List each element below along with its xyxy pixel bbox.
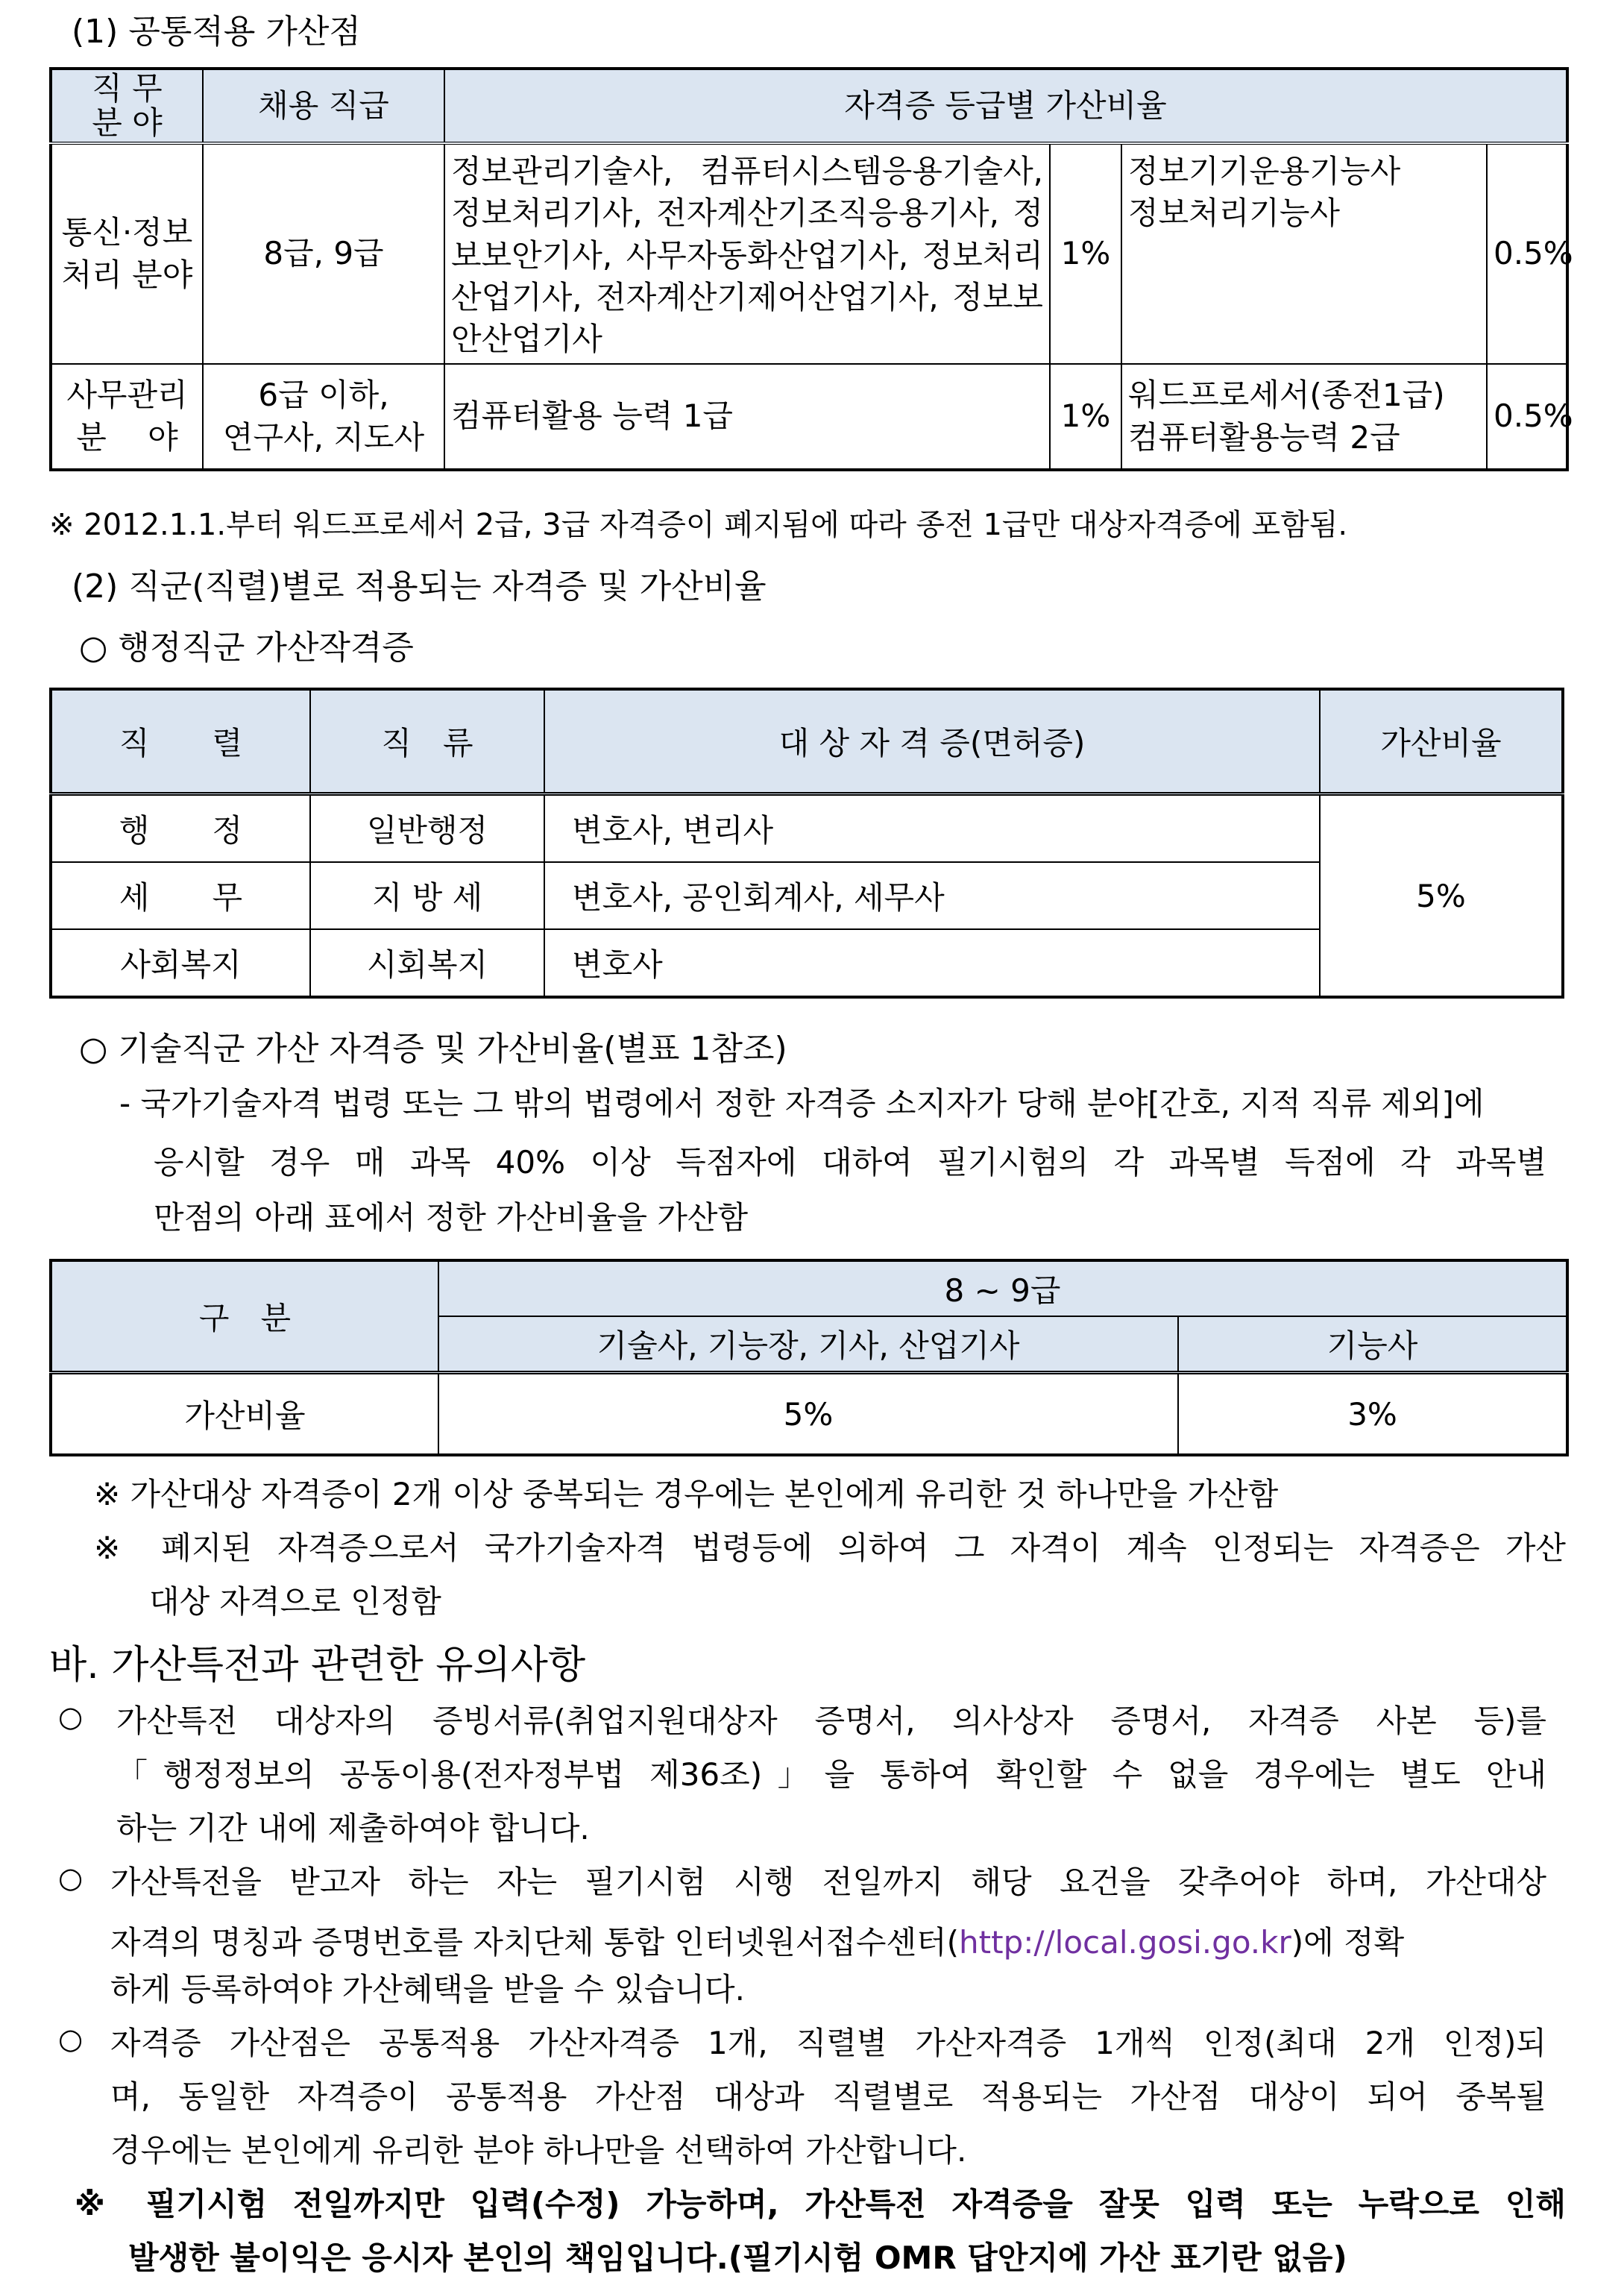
gosi-link[interactable]: http://local.gosi.go.kr xyxy=(959,1924,1291,1961)
notice-line: 경우에는 본인에게 유리한 분야 하나만을 선택하여 가산합니다. xyxy=(110,2132,967,2169)
section-title-common: (1) 공통적용 가산점 xyxy=(72,13,361,51)
notice-line xyxy=(110,1916,1404,1970)
section-title-notice: 바. 가산특전과 관련한 유의사항 xyxy=(49,1643,586,1688)
value-col-1: 5% xyxy=(438,1373,1178,1456)
value-col-2: 3% xyxy=(1178,1373,1567,1456)
warning-line: ※ 필기시험 전일까지만 입력(수정) 가능하며, 가산특전 자격증을 잘못 입력 또는 누락으로 인해 xyxy=(75,2186,1566,2222)
tech-title: ○ 기술직군 가산 자격증 및 가산비율(별표 1참조) xyxy=(79,1030,787,1068)
admin-rate: 5% xyxy=(1320,794,1563,998)
notice-line: 가산특전 대상자의 증빙서류(취업지원대상자 증명서, 의사상자 증명서, 자격증 사본 등)를 xyxy=(116,1703,1546,1739)
notice-line: 자격증 가산점은 공통적용 가산자격증 1개, 직렬별 가산자격증 1개씩 인정(최대 2개 인정)되 xyxy=(110,2025,1546,2061)
row-cert: 변호사 xyxy=(544,929,1320,997)
admin-title: ○ 행정직군 가산작격증 xyxy=(79,629,414,667)
header-rate: 가산비율 xyxy=(1320,689,1563,794)
row-kind: 일반행정 xyxy=(310,794,544,863)
header-field: 직 무 분 야 xyxy=(51,69,203,143)
header-group: 8 ~ 9급 xyxy=(438,1260,1567,1316)
row-cert: 변호사, 변리사 xyxy=(544,794,1320,863)
header-series: 직 렬 xyxy=(51,689,310,794)
header-col-2: 기능사 xyxy=(1178,1316,1567,1373)
row-label: 가산비율 xyxy=(51,1373,438,1456)
row-cert: 변호사, 공인회계사, 세무사 xyxy=(544,862,1320,929)
header-rate: 자격증 등급별 가산비율 xyxy=(444,69,1567,143)
bullet-icon: ○ xyxy=(58,2022,84,2055)
row-series: 세 무 xyxy=(51,862,310,929)
row-kind: 지 방 세 xyxy=(310,862,544,929)
tech-note: ※ 가산대상 자격증이 2개 이상 중복되는 경우에는 본인에게 유리한 것 하나만을 가산함 xyxy=(94,1476,1279,1512)
tech-note: ※ 폐지된 자격증으로서 국가기술자격 법령등에 의하여 그 자격이 계속 인정되는 자격증은 가산 xyxy=(94,1530,1566,1566)
notice-line: 하게 등록하여야 가산혜택을 받을 수 있습니다. xyxy=(110,1971,745,2008)
notice-line: 가산특전을 받고자 하는 자는 필기시험 시행 전일까지 해당 요건을 갖추어야 하며, 가산대상 xyxy=(110,1864,1546,1900)
row-rate-1: 1% xyxy=(1050,143,1121,364)
row-cert-1: 컴퓨터활용 능력 1급 xyxy=(444,364,1050,470)
row-cert-2: 워드프로세서(종전1급) 컴퓨터활용능력 2급 xyxy=(1121,364,1487,470)
row-field: 통신·정보 처리 분야 xyxy=(51,143,203,364)
section-title-series: (2) 직군(직렬)별로 적용되는 자격증 및 가산비율 xyxy=(72,568,767,606)
row-cert-1: 정보관리기술사, 컴퓨터시스템응용기술사, 정보처리기사, 전자계산기조직응용기사, 정보보안기사, 사무자동화산업기사, 정보처리산업기사, 전자계산기제어산업기사, 정보보안산업기사 xyxy=(444,143,1050,364)
notice-line: 「행정정보의 공동이용(전자정부법 제36조)」을 통하여 확인할 수 없을 경우에는 별도 안내 xyxy=(116,1756,1546,1793)
header-cert: 대 상 자 격 증(면허증) xyxy=(544,689,1320,794)
header-grade: 채용 직급 xyxy=(203,69,444,143)
common-bonus-table xyxy=(49,67,1573,471)
warning-line: 발생한 불이익은 응시자 본인의 책임입니다.(필기시험 OMR 답안지에 가산 표기란 없음) xyxy=(128,2240,1347,2276)
bullet-icon: ○ xyxy=(58,1700,84,1733)
admin-cert-table xyxy=(49,688,1564,999)
notice-line: 며, 동일한 자격증이 공통적용 가산점 대상과 직렬별로 적용되는 가산점 대상이 되어 중복될 xyxy=(110,2078,1546,2115)
notice-line-part: )에 정확 xyxy=(1291,1924,1405,1961)
tech-rate-table xyxy=(49,1259,1569,1456)
bullet-icon: ○ xyxy=(58,1861,84,1894)
tech-desc-line: 응시할 경우 매 과목 40% 이상 득점자에 대하여 필기시험의 각 과목별 득점에 각 과목별 xyxy=(154,1144,1546,1181)
notice-line: 하는 기간 내에 제출하여야 합니다. xyxy=(116,1810,590,1846)
row-series: 사회복지 xyxy=(51,929,310,997)
row-rate-1: 1% xyxy=(1050,364,1121,470)
row-series: 행 정 xyxy=(51,794,310,863)
tech-note: 대상 자격으로 인정함 xyxy=(149,1583,441,1620)
tech-desc-line: 만점의 아래 표에서 정한 가산비율을 가산함 xyxy=(154,1199,749,1236)
header-kind: 직 류 xyxy=(310,689,544,794)
row-rate-2: 0.5% xyxy=(1487,364,1567,470)
row-grade: 8급, 9급 xyxy=(203,143,444,364)
row-grade: 6급 이하, 연구사, 지도사 xyxy=(203,364,444,470)
row-field: 사무관리 분 야 xyxy=(51,364,203,470)
common-note: ※ 2012.1.1.부터 워드프로세서 2급, 3급 자격증이 폐지됨에 따라 종전 1급만 대상자격증에 포함됨. xyxy=(49,508,1348,542)
row-cert-2: 정보기기운용기능사 정보처리기능사 xyxy=(1121,143,1487,364)
row-rate-2: 0.5% xyxy=(1487,143,1567,364)
row-kind: 시회복지 xyxy=(310,929,544,997)
tech-desc-line: - 국가기술자격 법령 또는 그 밖의 법령에서 정한 자격증 소지자가 당해 분야[간호, 지적 직류 제외]에 xyxy=(119,1085,1485,1122)
header-col-1: 기술사, 기능장, 기사, 산업기사 xyxy=(438,1316,1178,1373)
header-label: 구 분 xyxy=(51,1260,438,1373)
notice-line-part: 자격의 명칭과 증명번호를 자치단체 통합 인터넷원서접수센터( xyxy=(110,1924,960,1961)
